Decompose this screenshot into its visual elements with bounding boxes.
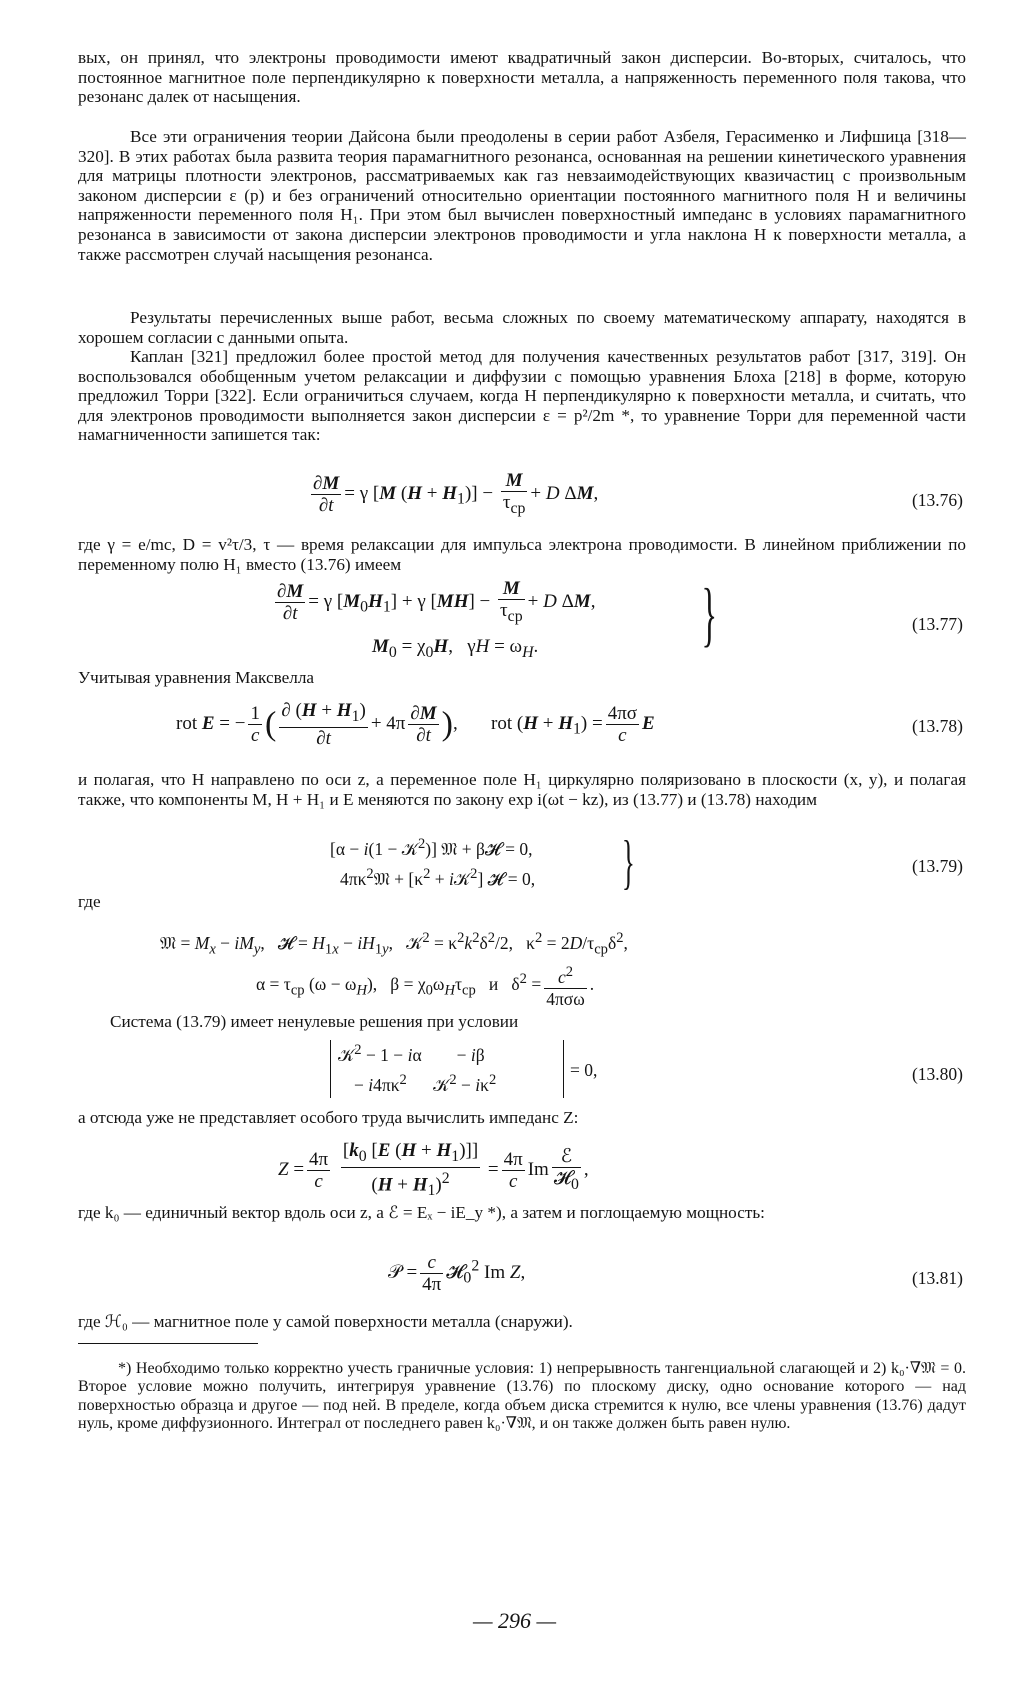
equation-13-78: rot E = − $\frac{1}{c}$ ( $\frac{\partial (H + H_1)}{\partial t}$ + 4π $\frac{\partial M}{\partial t}$ ), rot $(H + H_1)$ = $\frac{4\pi\sigma}{c}$ E (176, 700, 655, 749)
equation-number-13-76: (13.76) (911, 490, 963, 510)
impedance-equation: Z = $\frac{4\pi}{c}$ $\frac{[k_0 [E (H + H_1)]]}{(H + H_1)^2}$ = $\frac{4\pi}{c}$ Im $\frac{\text{ℰ}}{𝓗_0}$ , (278, 1140, 589, 1199)
definitions-line-1: 𝔐 = $M_x - iM_y$, 𝓗 = $H_{1x} - iH_{1y}$, 𝒦$^2$ = $\kappa^2k^2\delta^2/2$, $\kappa^2 = 2D/\tau_{ср}\delta^2$, (160, 930, 628, 958)
equation-13-79-line2: $4\pi\kappa^2𝔐 + [\kappa^2$ + i𝒦$^2$] 𝓗 = 0, (340, 866, 536, 889)
paragraph-7: где (78, 892, 101, 911)
determinant-row-1: 𝒦$^2$ − 1 − iα − iβ (338, 1042, 485, 1065)
definitions-line-2: $\alpha = \tau_{ср}$ $(\omega - \omega_H)$, $\beta = \chi_0\omega_H\tau_{ср}$ и $\delta^2$ = $\frac{c^2}{\text{4πσω}}$ . (256, 964, 595, 1009)
footnote-rule (78, 1343, 258, 1344)
brace-13-77: } (701, 574, 718, 654)
equation-number-13-80: (13.80) (911, 1064, 963, 1084)
equation-13-81: 𝒫 = $\frac{c}{4\pi}$ 𝓗$_0^2$ Im Z, (388, 1252, 526, 1295)
paragraph-1: Все эти ограничения теории Дайсона были преодолены в серии работ Азбеля, Герасименко и Лифшица [318—320]. В этих работах была развита теория парамагнитного резонанса, основанная на решении кинетического уравнения для матрицы плотности электронов, рассматриваемых как газ невзаимодействующих квазичастиц с произвольным законом дисперсии ε (p) и без ограничений относительно ориентации постоянного магнитного поля H и величины напряженности переменного поля H₁. При этом был вычислен поверхностный импеданс в условиях парамагнитного резонанса в зависимости от закона дисперсии электронов проводимости и угла наклона H к поверхности металла, а также рассмотрен случай насыщения резонанса. (78, 127, 966, 264)
equation-number-13-79: (13.79) (911, 856, 963, 876)
determinant-right-bar (563, 1040, 564, 1098)
paragraph-3: Каплан [321] предложил более простой метод для получения качественных результатов работ [317, 319]. Он воспользовался обобщенным учетом релаксации и диффузии с помощью уравнения Блоха [218] в форме, которую предложил Торри [322]. Если ограничиться случаем, когда H перпендикулярно к поверхности металла, и считать, что для электронов проводимости выполняется закон дисперсии ε = p²/2m *, то уравнение Торри для переменной части намагниченности запишется так: (78, 347, 966, 445)
paragraph-9: а отсюда уже не представляет особого труда вычислить импеданс Z: (78, 1108, 579, 1127)
page-number: — 296 — (472, 1608, 557, 1633)
paragraph-5: Учитывая уравнения Максвелла (78, 668, 315, 687)
equation-number-13-81: (13.81) (911, 1268, 963, 1288)
equation-13-77-line1: $\frac{\partial M}{\partial t}$ = γ $[M_0H_1] + \gamma$ [MH] − $\frac{M}{\tau_{ср}}$ + D ΔM, (277, 578, 596, 625)
brace-13-79: } (621, 829, 635, 895)
determinant-equals-zero: = 0, (570, 1060, 598, 1080)
determinant-left-bar (330, 1040, 331, 1098)
paragraph-2: Результаты перечисленных выше работ, весьма сложных по своему математическому аппарату, находятся в хорошем согласии с данными опыта. (78, 308, 966, 347)
equation-number-13-78: (13.78) (911, 716, 963, 736)
paragraph-11: где ℋ₀ — магнитное поле у самой поверхности металла (снаружи). (78, 1312, 573, 1331)
determinant-row-2: − $i4\pi\kappa^2$ 𝒦$^2$ − $i\kappa^2$ (354, 1072, 497, 1095)
paragraph-4: где γ = e/mc, D = v²τ/3, τ — время релаксации для импульса электрона проводимости. В линейном приближении по переменному полю H₁ вместо (13.76) имеем (78, 535, 966, 574)
paragraph-6: и полагая, что H направлено по оси z, а переменное поле H₁ циркулярно поляризовано в плоскости (x, y), и полагая также, что компоненты M, H + H₁ и E меняются по закону exp i(ωt − kz), из (13.77) и (13.78) находим (78, 770, 966, 809)
equation-number-13-77: (13.77) (911, 614, 963, 634)
paragraph-10: где k₀ — единичный вектор вдоль оси z, а ℰ = Eₓ − iE_y *), а затем и поглощаемую мощность: (78, 1203, 765, 1222)
equation-13-79-line1: [α − i(1 − 𝒦$^2$)] 𝔐 + β𝓗 = 0, (330, 836, 533, 859)
paragraph-0: вых, он принял, что электроны проводимости имеют квадратичный закон дисперсии. Во-вторых, считалось, что постоянное магнитное поле перпендикулярно к поверхности металла, а напряженность переменного поля такова, что резонанс далек от насыщения. (78, 48, 966, 107)
equation-13-77-line2: $M_0 = \chi_0H$, $\gamma H = \omega_H$. (372, 636, 539, 661)
paragraph-8: Система (13.79) имеет ненулевые решения при условии (110, 1012, 519, 1031)
footnote: *) Необходимо только корректно учесть граничные условия: 1) непрерывность тангенциальной слагающей и 2) k₀·∇𝔐 = 0. Второе условие можно получить, интегрируя уравнение (13.76) по плоскому диску, одно основание которого — над поверхностью образца и другое — под ней. В пределе, когда объем диска стремится к нулю, все члены уравнения (13.76) дадут нуль, кроме диффузионного. Интеграл от последнего равен k₀·∇𝔐, и он также должен быть равен нулю. (78, 1360, 966, 1433)
equation-13-76: $\frac{\partial M}{\partial t}$ = γ [M $(H + H_1)$] − $\frac{M}{\tau_{ср}}$ + D ΔM, (313, 470, 599, 517)
